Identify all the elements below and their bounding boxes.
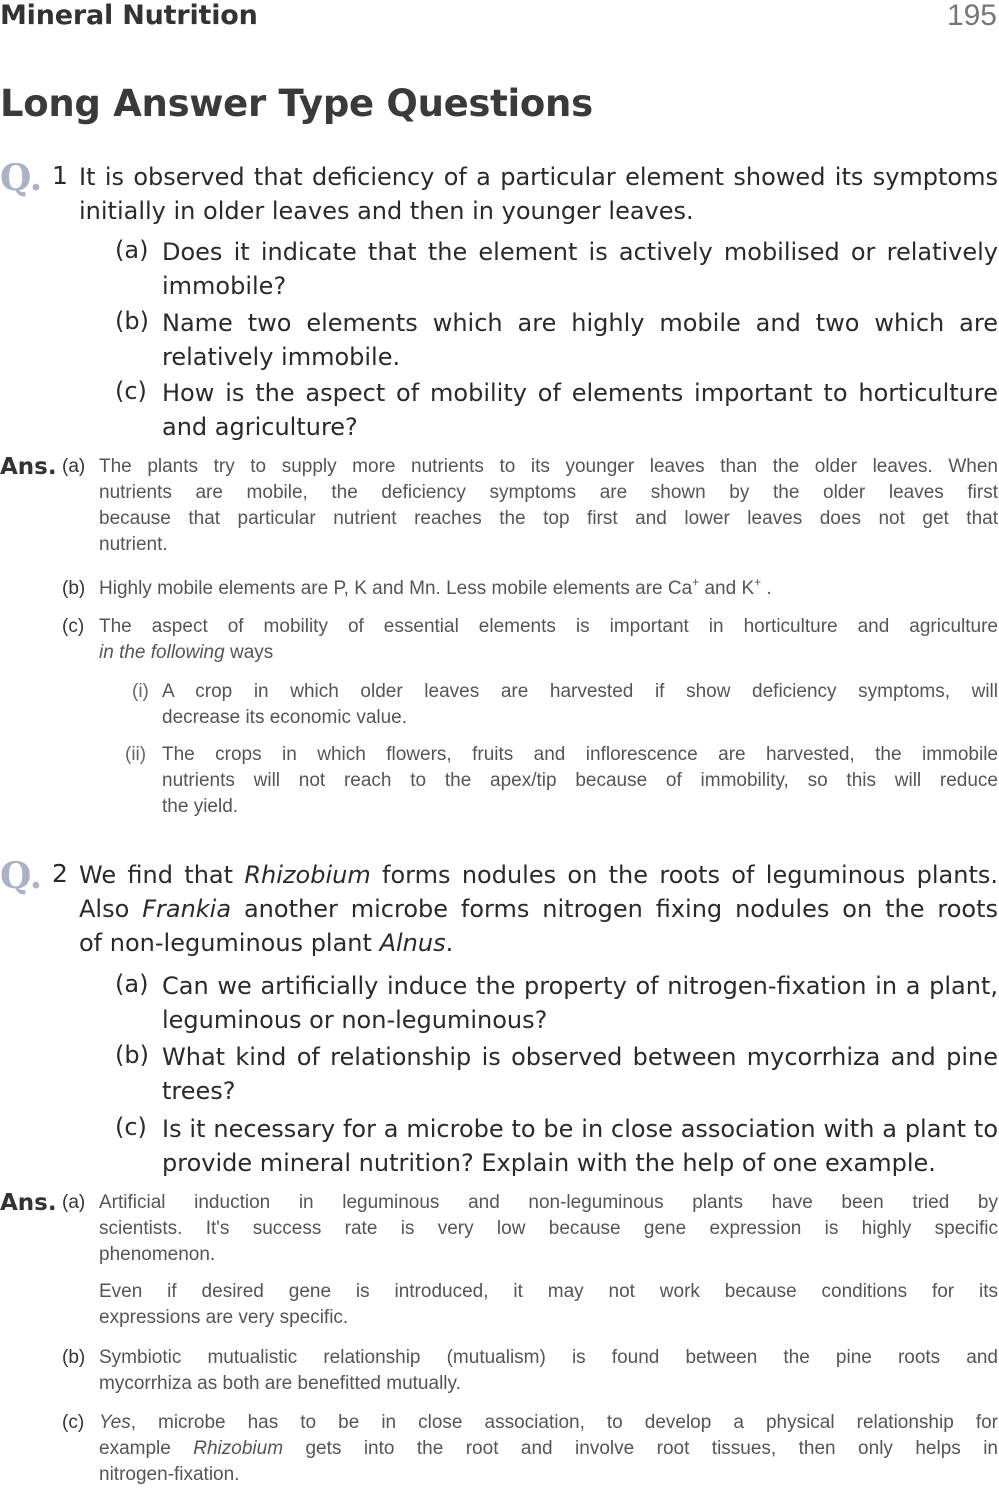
- a2-part-a-text: [99, 1190, 998, 1268]
- text-line: immobile?: [162, 272, 287, 300]
- q2-part-c-text: [162, 1112, 998, 1180]
- text-line: Is it necessary for a microbe to be in close association with a plant to: [162, 1115, 998, 1143]
- a1-part-b-text: [99, 576, 998, 602]
- question-stem-q2: [79, 858, 998, 960]
- text-span: example: [99, 1438, 194, 1459]
- question-number-q1: 1: [52, 161, 68, 190]
- a1-part-b-label: (b): [62, 578, 86, 599]
- q2-part-b-label: (b): [115, 1041, 149, 1069]
- text-line: The plants try to supply more nutrients to its younger leaves than the older leaves. When: [99, 456, 998, 477]
- q1-part-b-text: [162, 306, 998, 374]
- question-stem-q1: [79, 160, 998, 228]
- a2-part-b-label: (b): [62, 1347, 86, 1368]
- answer-label-q1: Ans.: [0, 454, 57, 480]
- text-span: of non-leguminous plant: [79, 929, 380, 957]
- italic-span: Alnus: [379, 929, 446, 957]
- a2-part-b-text: [99, 1345, 998, 1397]
- text-line: Name two elements which are highly mobile and two which are: [162, 309, 998, 337]
- text-span: .: [445, 929, 454, 957]
- text-span: forms nodules on the roots of leguminous plants.: [370, 861, 998, 889]
- superscript: +: [692, 575, 700, 589]
- a1-c-sub-i-text: [162, 679, 998, 731]
- a2-part-a-label: (a): [62, 1192, 86, 1213]
- q2-part-c-label: (c): [115, 1113, 147, 1141]
- text-line: trees?: [162, 1077, 236, 1105]
- a1-part-a-text: [99, 454, 998, 558]
- italic-span: Rhizobium: [244, 861, 371, 889]
- text-span: another microbe forms nitrogen fixing nodules on the roots: [231, 895, 998, 923]
- text-span: .: [761, 578, 772, 599]
- text-span: , microbe has to be in close association, to develop a physical relationship for: [130, 1412, 998, 1433]
- text-line: What kind of relationship is observed between mycorrhiza and pine: [162, 1043, 998, 1071]
- q2-part-a-text: [162, 969, 998, 1037]
- q2-part-b-text: [162, 1040, 998, 1108]
- a1-c-sub-ii-text: [162, 742, 998, 820]
- text-line: decrease its economic value.: [162, 707, 408, 728]
- q2-part-a-label: (a): [115, 970, 149, 998]
- question-mark-q1: Q.: [0, 157, 43, 199]
- a2-part-a-text-2: [99, 1279, 998, 1331]
- a2-part-c-label: (c): [62, 1412, 85, 1433]
- q1-part-c-text: [162, 376, 998, 444]
- section-title: Long Answer Type Questions: [0, 82, 593, 125]
- text-line: Symbiotic mutualistic relationship (mutualism) is found between the pine roots and: [99, 1347, 998, 1368]
- text-line: phenomenon.: [99, 1244, 216, 1265]
- text-line: scientists. It's success rate is very low because gene expression is highly specific: [99, 1218, 998, 1239]
- chapter-title: Mineral Nutrition: [0, 0, 258, 31]
- question-stem-line: It is observed that deficiency of a particular element showed its symptoms: [79, 163, 998, 191]
- a1-part-a-label: (a): [62, 456, 86, 477]
- text-line: the yield.: [162, 796, 239, 817]
- text-line: because that particular nutrient reaches the top first and lower leaves does not get that: [99, 508, 998, 529]
- page-header: [0, 0, 999, 40]
- a1-part-c-text: [99, 614, 998, 666]
- q1-part-c-label: (c): [115, 377, 147, 405]
- page-number: 195: [946, 0, 997, 32]
- text-span: Highly mobile elements are P, K and Mn. Less mobile elements are Ca: [99, 578, 693, 599]
- text-line: nutrients are mobile, the deficiency symptoms are shown by the older leaves first: [99, 482, 998, 503]
- text-line: mycorrhiza as both are benefitted mutually.: [99, 1373, 461, 1394]
- text-line: Even if desired gene is introduced, it may not work because conditions for its: [99, 1281, 998, 1302]
- superscript: +: [754, 575, 762, 589]
- q1-part-a-label: (a): [115, 236, 149, 264]
- text-line: The aspect of mobility of essential elements is important in horticulture and agriculture: [99, 616, 998, 637]
- text-line: The crops in which flowers, fruits and inflorescence are harvested, the immobile: [162, 744, 998, 765]
- q1-part-b-label: (b): [115, 307, 149, 335]
- text-line: How is the aspect of mobility of elements important to horticulture: [162, 379, 998, 407]
- a1-c-sub-ii-label: (ii): [125, 744, 147, 765]
- italic-span: in the following: [99, 642, 225, 663]
- text-line: relatively immobile.: [162, 343, 401, 371]
- question-mark-q2: Q.: [0, 855, 43, 897]
- text-line: Artificial induction in leguminous and non-leguminous plants have been tried by: [99, 1192, 998, 1213]
- text-line: Can we artificially induce the property of nitrogen-fixation in a plant,: [162, 972, 998, 1000]
- text-span: We find that: [79, 861, 245, 889]
- text-line: nutrient.: [99, 534, 168, 555]
- question-stem-line: initially in older leaves and then in younger leaves.: [79, 197, 694, 225]
- text-line: leguminous or non-leguminous?: [162, 1006, 548, 1034]
- text-line: A crop in which older leaves are harvested if show deficiency symptoms, will: [162, 681, 998, 702]
- text-line: provide mineral nutrition? Explain with the help of one example.: [162, 1149, 936, 1177]
- a1-part-c-label: (c): [62, 616, 85, 637]
- italic-span: Frankia: [142, 895, 232, 923]
- question-number-q2: 2: [52, 859, 68, 888]
- italic-span: Yes: [99, 1412, 131, 1433]
- text-line: Does it indicate that the element is actively mobilised or relatively: [162, 238, 998, 266]
- text-line: nitrogen-fixation.: [99, 1464, 240, 1485]
- text-line: and agriculture?: [162, 413, 358, 441]
- q1-part-a-text: [162, 235, 998, 303]
- text-span: and K: [699, 578, 755, 599]
- italic-span: Rhizobium: [193, 1438, 284, 1459]
- text-span: ways: [224, 642, 274, 663]
- a2-part-c-text: [99, 1410, 998, 1488]
- text-span: Also: [79, 895, 143, 923]
- a1-c-sub-i-label: (i): [132, 681, 149, 702]
- text-span: gets into the root and involve root tissues, then only helps in: [283, 1438, 998, 1459]
- text-line: expressions are very specific.: [99, 1307, 349, 1328]
- text-line: nutrients will not reach to the apex/tip because of immobility, so this will reduce: [162, 770, 998, 791]
- answer-label-q2: Ans.: [0, 1190, 57, 1216]
